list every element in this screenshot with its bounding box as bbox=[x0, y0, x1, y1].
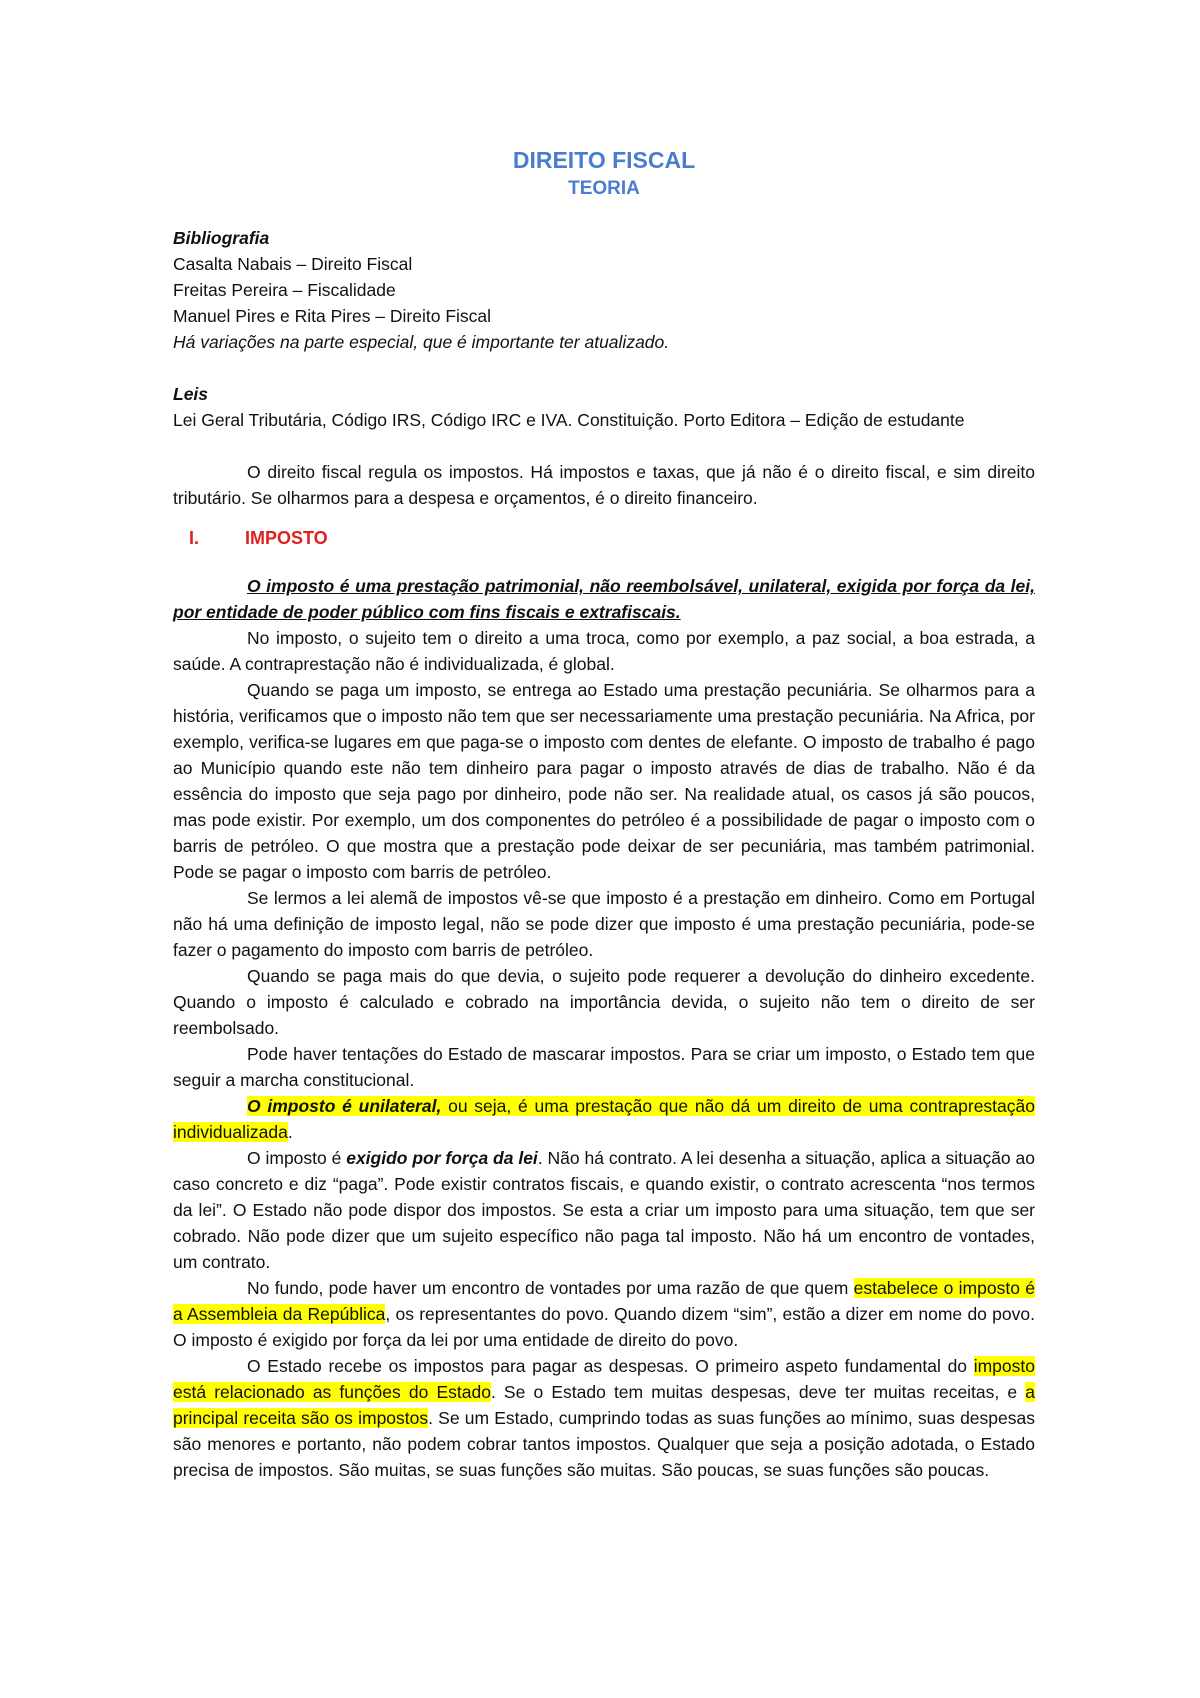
highlighted-text: ou seja, é uma prestação que não dá um direito de uma contraprestação individualizada bbox=[173, 1096, 1035, 1142]
body-paragraph-unilateral bbox=[173, 1093, 1035, 1145]
laws-heading: Leis bbox=[173, 384, 209, 404]
body-paragraph: No imposto, o sujeito tem o direito a uma troca, como por exemplo, a paz social, a boa estrada, a saúde. A contraprestação não é individualizada, é global. bbox=[173, 628, 1035, 674]
body-paragraph: Quando se paga mais do que devia, o sujeito pode requerer a devolução do dinheiro excedente. Quando o imposto é calculado e cobrado na importância devida, o sujeito não tem o direito de ser reembolsado. bbox=[173, 966, 1035, 1038]
highlighted-text: a principal receita são os impostos bbox=[173, 1382, 1035, 1428]
bibliography-item: Casalta Nabais – Direito Fiscal bbox=[173, 254, 413, 274]
laws-block bbox=[173, 381, 1035, 433]
paragraph-text: . bbox=[287, 1122, 293, 1142]
bibliography-note: Há variações na parte especial, que é importante ter atualizado. bbox=[173, 332, 670, 352]
body-paragraph-funcoes bbox=[173, 1353, 1035, 1483]
intro-paragraph: O direito fiscal regula os impostos. Há impostos e taxas, que já não é o direito fiscal, e sim direito tributário. Se olharmos para a despesa e orçamentos, é o direito financeiro. bbox=[173, 462, 1035, 508]
paragraph-text: , os representantes do povo. Quando dizem “sim”, estão a dizer em nome do povo. O imposto é exigido por força da lei por uma entidade de direito do povo. bbox=[173, 1304, 1035, 1350]
laws-text: Lei Geral Tributária, Código IRS, Código IRC e IVA. Constituição. Porto Editora – Edição de estudante bbox=[173, 410, 965, 430]
body-paragraph-lei bbox=[173, 1145, 1035, 1275]
paragraph-text: . Se o Estado tem muitas despesas, deve ter muitas receitas, e bbox=[490, 1382, 1026, 1402]
highlighted-text: imposto está relacionado as funções do Estado bbox=[173, 1356, 1035, 1402]
bibliography-item: Manuel Pires e Rita Pires – Direito Fiscal bbox=[173, 306, 492, 326]
body-paragraph: Quando se paga um imposto, se entrega ao Estado uma prestação pecuniária. Se olharmos para a história, verificamos que o imposto não tem que ser necessariamente uma prestação pecuniária. Na Africa, por exemplo, verifica-se lugares em que paga-se o imposto com dentes de elefante. O imposto de trabalho é pago ao Município quando este não tem dinheiro para pagar o imposto através de dias de trabalho. Não é da essência do imposto que seja pago por dinheiro, pode não ser. Na realidade atual, os casos já são poucos, mas pode existir. Por exemplo, um dos componentes do petróleo é a possibilidade de pagar o imposto com o barris de petróleo. O que mostra que a prestação pode deixar de ser pecuniária, mas também patrimonial. Pode se pagar o imposto com barris de petróleo. bbox=[173, 680, 1035, 882]
paragraph-text: O imposto é bbox=[247, 1148, 347, 1168]
body-paragraph: Se lermos a lei alemã de impostos vê-se que imposto é a prestação em dinheiro. Como em Portugal não há uma definição de imposto legal, não se pode dizer que imposto é uma prestação pecuniária, pode-se fazer o pagamento do imposto com barris de petróleo. bbox=[173, 888, 1035, 960]
section-number: I. bbox=[189, 528, 200, 548]
highlighted-text: estabelece o imposto é a Assembleia da República bbox=[173, 1278, 1035, 1324]
bibliography-heading: Bibliografia bbox=[173, 228, 270, 248]
definition-paragraph: O imposto é uma prestação patrimonial, não reembolsável, unilateral, exigida por força da lei, por entidade de poder público com fins fiscais e extrafiscais. bbox=[173, 576, 1035, 622]
document-subtitle: TEORIA bbox=[568, 178, 640, 199]
bibliography-block bbox=[173, 225, 1035, 355]
paragraph-text: . Se um Estado, cumprindo todas as suas funções ao mínimo, suas despesas são menores e portanto, não podem cobrar tantos impostos. Qualquer que seja a posição adotada, o Estado precisa de impostos. São muitas, se suas funções são muitas. São poucas, se suas funções são poucas. bbox=[173, 1408, 1035, 1480]
section-heading bbox=[173, 525, 1035, 551]
body-paragraph-assembleia bbox=[173, 1275, 1035, 1353]
paragraph-text: . Não há contrato. A lei desenha a situação, aplica a situação ao caso concreto e diz “paga”. Pode existir contratos fiscais, e quando existir, o contrato acrescenta “nos termos da lei”. O Estado não pode dispor dos impostos. Se esta a criar um imposto para uma situação, tem que ser cobrado. Não pode dizer que um sujeito específico não paga tal imposto. Não há um encontro de vontades, um contrato. bbox=[173, 1148, 1035, 1272]
document-body bbox=[173, 145, 1035, 1483]
section-title: IMPOSTO bbox=[245, 528, 328, 548]
body-paragraph: Pode haver tentações do Estado de mascarar impostos. Para se criar um imposto, o Estado tem que seguir a marcha constitucional. bbox=[173, 1044, 1035, 1090]
emphasized-term: exigido por força da lei bbox=[346, 1148, 538, 1168]
bibliography-item: Freitas Pereira – Fiscalidade bbox=[173, 280, 396, 300]
highlighted-term: O imposto é unilateral, bbox=[247, 1096, 442, 1116]
paragraph-text: O Estado recebe os impostos para pagar as despesas. O primeiro aspeto fundamental do bbox=[247, 1356, 974, 1376]
paragraph-text: No fundo, pode haver um encontro de vontades por uma razão de que quem bbox=[247, 1278, 854, 1298]
document-title: DIREITO FISCAL bbox=[512, 147, 696, 173]
